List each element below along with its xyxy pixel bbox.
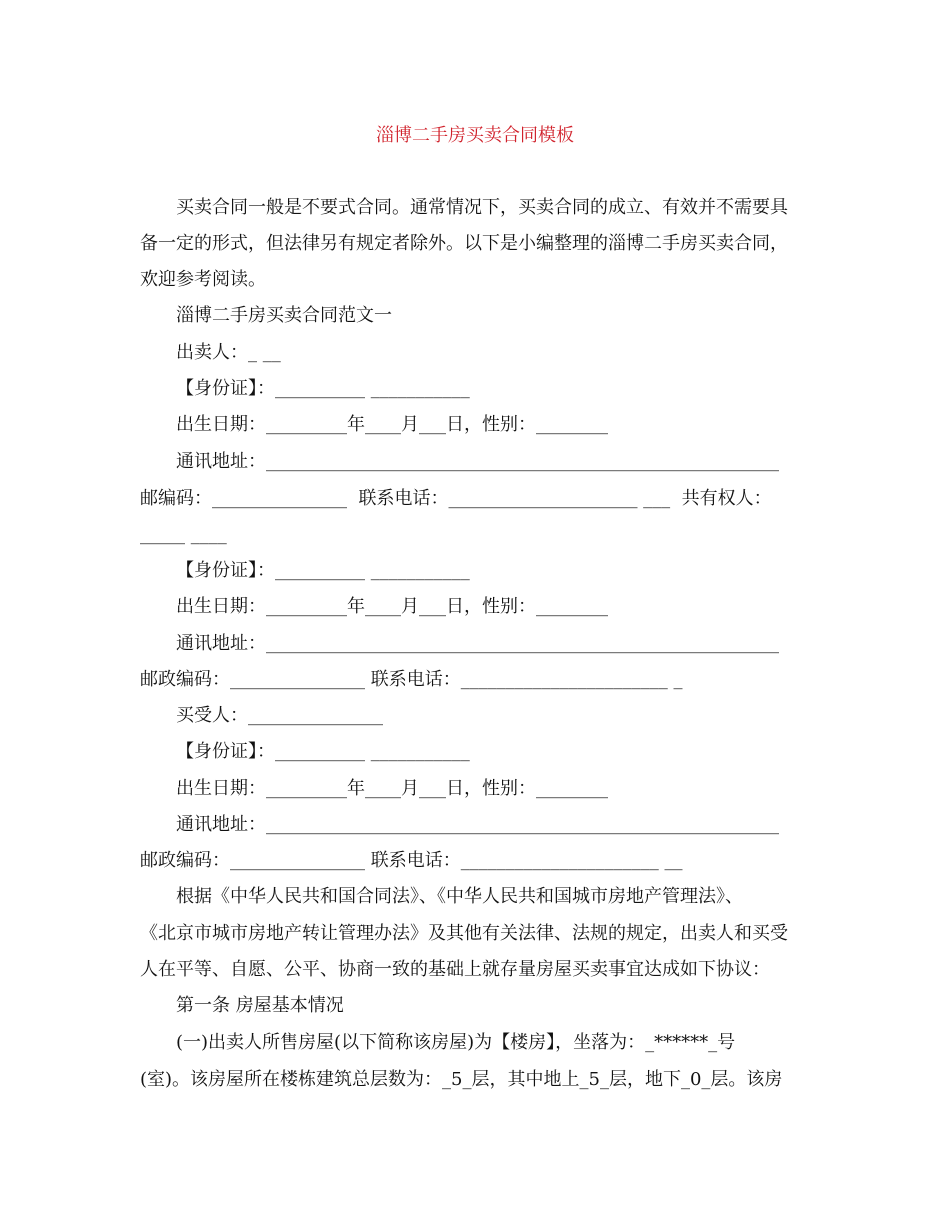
co-owner-contact: 邮政编码：_______________ 联系电话：_______________________ _: [140, 669, 683, 690]
buyer-id: 【身份证】：__________ ___________: [176, 741, 470, 762]
intro-line-1: 买卖合同一般是不要式合同。通常情况下，买卖合同的成立、有效并不需要具: [176, 197, 788, 218]
buyer-name: 买受人：_______________: [176, 705, 383, 726]
buyer-contact: 邮政编码：_______________ 联系电话：______________________ __: [140, 850, 683, 871]
seller-contact-continued: _____ ____: [140, 524, 227, 545]
section-title: 淄博二手房买卖合同范文一: [176, 305, 392, 326]
co-owner-id: 【身份证】：__________ ___________: [176, 560, 470, 581]
buyer-birth: 出生日期：_________年____月___日，性别：________: [176, 778, 608, 799]
seller-id: 【身份证】：__________ ___________: [176, 378, 470, 399]
basis-line-1: 根据《中华人民共和国合同法》、《中华人民共和国城市房地产管理法》、: [176, 886, 743, 907]
seller-address: 通讯地址：_________________________________________________________: [176, 451, 779, 472]
basis-line-2: 《北京市城市房地产转让管理办法》及其他有关法律、法规的规定，出卖人和买受: [140, 923, 788, 944]
buyer-address: 通讯地址：_________________________________________________________: [176, 814, 779, 835]
intro-line-3: 欢迎参考阅读。: [140, 269, 266, 290]
article-1-line-1: (一)出卖人所售房屋(以下简称该房屋)为【楼房】，坐落为：_******_号: [176, 1032, 736, 1053]
seller-name: 出卖人：_ __: [176, 342, 281, 363]
co-owner-birth: 出生日期：_________年____月___日，性别：________: [176, 596, 608, 617]
intro-line-2: 备一定的形式，但法律另有规定者除外。以下是小编整理的淄博二手房买卖合同，: [140, 233, 788, 254]
basis-line-3: 人在平等、自愿、公平、协商一致的基础上就存量房屋买卖事宜达成如下协议：: [140, 959, 770, 980]
seller-contact: 邮编码：_______________ 联系电话：_____________________ ___ 共有权人：: [140, 488, 772, 509]
article-1-heading: 第一条 房屋基本情况: [176, 995, 344, 1016]
article-1-line-2: (室)。该房屋所在楼栋建筑总层数为：_5_层，其中地上_5_层，地下_0_层。该房: [140, 1069, 783, 1090]
document-title: 淄博二手房买卖合同模板: [376, 125, 574, 146]
seller-birth: 出生日期：_________年____月___日，性别：________: [176, 414, 608, 435]
co-owner-address: 通讯地址：_________________________________________________________: [176, 633, 779, 654]
